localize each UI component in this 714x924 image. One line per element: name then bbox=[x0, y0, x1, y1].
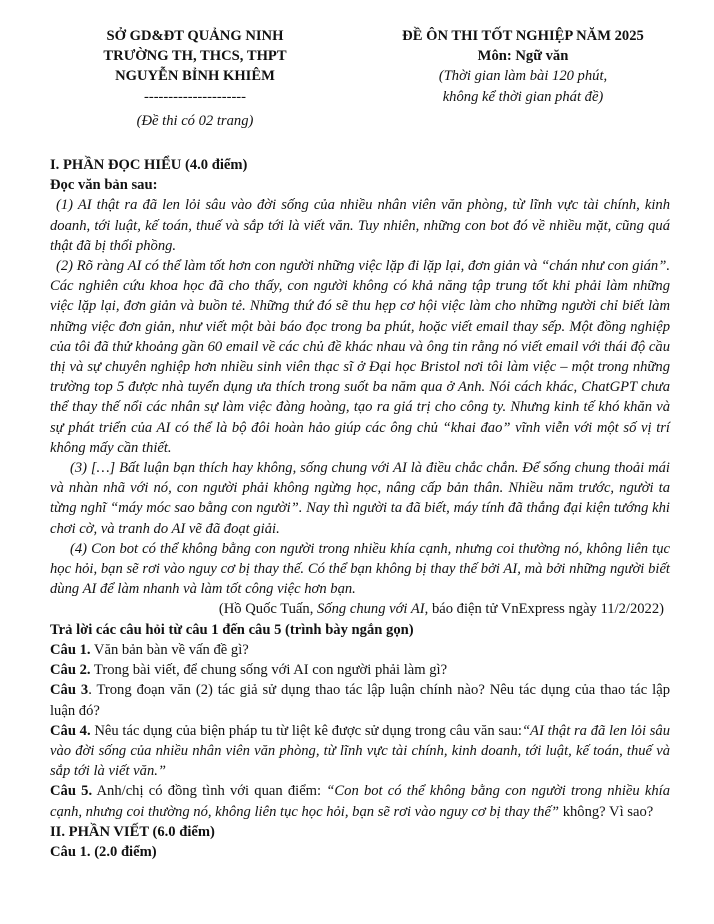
question-text: Nêu tác dụng của biện pháp tu từ liệt kê được sử dụng trong câu văn sau: bbox=[90, 722, 522, 739]
question-text: Trong bài viết, để chung sống với AI con người phải làm gì? bbox=[90, 662, 448, 679]
question-label: Câu 2. bbox=[50, 662, 91, 679]
question-quote: “AI thật ra đã len lỏi sâu vào đời sống của nhiều nhân viên văn phòng, từ lĩnh vực tài chính, kinh doanh, tới luật, kế toán, thuế và sắp tới là viết văn.” bbox=[50, 722, 671, 780]
school-type: TRƯỜNG TH, THCS, THPT bbox=[103, 48, 287, 65]
question-label: Câu 1. bbox=[50, 641, 91, 658]
writing-section bbox=[50, 822, 670, 862]
passage-paragraph-2: (2) Rõ ràng AI có thể làm tốt hơn con người những việc lặp đi lặp lại, đơn giản và “chán như con gián”. Các nghiên cứu khoa học đã cho thấy, con người không có khả năng tập trung tốt khi phải làm những việc lặp lại, đơn giản và buồn tẻ. Những thứ đó sẽ thu hẹp cơ hội việc làm cho những người chỉ biết làm những việc đơn giản, như viết một bài báo đọc trong ba phút, hoặc viết email thay sếp. Một đồng nghiệp của tôi đã thử khoảng gần 60 email về các chủ đề khác nhau và ông tin rằng nó viết email với thái độ cầu thị và sự chuyên nghiệp hơn nhiều sinh viên thạc sĩ ở Đại học Bristol nơi tôi làm việc – một trong những trường top 5 được nhà tuyển dụng ưa thích trong suốt ba năm qua ở Anh. Nói cách khác, ChatGPT chưa thể thay thế nổi các nhân sự làm việc đàng hoàng, tạo ra giá trị cho công ty. Nhưng kinh tế khó khăn và sự phát triển của AI có thể là bộ đôi hoàn hảo giúp các ông chủ “khai đao” vĩnh viễn với một số vị trí không mấy cần thiết. bbox=[50, 258, 670, 456]
department-name: SỞ GD&ĐT QUẢNG NINH bbox=[106, 28, 284, 44]
writing-heading: II. PHẦN VIẾT (6.0 điểm) bbox=[50, 823, 215, 840]
exam-header bbox=[50, 26, 670, 131]
read-label: Đọc văn bản sau: bbox=[50, 177, 158, 194]
question-text: Anh/chị có đồng tình với quan điểm: bbox=[92, 783, 327, 800]
exam-title: ĐỀ ÔN THI TỐT NGHIỆP NĂM 2025 bbox=[402, 28, 644, 44]
reading-section bbox=[50, 155, 670, 822]
passage-paragraph-1: (1) AI thật ra đã len lỏi sâu vào đời sống của nhiều nhân viên văn phòng, từ lĩnh vực tài chính, kinh doanh, tới luật, kế toán, thuế và sắp tới là viết văn. Tuy nhiên, những con bot đó về nhiều mặt, cũng quá thật đã bị thổi phồng. bbox=[50, 197, 670, 254]
header-divider: --------------------- bbox=[143, 88, 247, 105]
subject: Môn: Ngữ văn bbox=[477, 48, 569, 65]
question-1 bbox=[50, 640, 670, 660]
question-5 bbox=[50, 781, 670, 821]
page-count-note: (Đề thi có 02 trang) bbox=[136, 112, 254, 129]
question-tail: không? Vì sao? bbox=[559, 803, 654, 820]
time-limit-line1: (Thời gian làm bài 120 phút, bbox=[438, 68, 608, 85]
school-info bbox=[60, 26, 330, 131]
question-text: Văn bản bàn về vấn đề gì? bbox=[90, 641, 249, 658]
source-work: Sống chung với AI bbox=[317, 601, 425, 618]
school-name: NGUYỄN BỈNH KHIÊM bbox=[115, 68, 275, 85]
question-quote: “Con bot có thể không bằng con người trong nhiều khía cạnh, nhưng coi thường nó, không liên tục học hỏi, bạn sẽ rơi vào nguy cơ bị thay thế” bbox=[50, 783, 670, 820]
reading-heading: I. PHẦN ĐỌC HIỂU (4.0 điểm) bbox=[50, 157, 248, 174]
passage-paragraph-3: (3) […] Bất luận bạn thích hay không, sống chung với AI là điều chắc chắn. Để sống chung thoải mái và nhàn nhã với nó, con người phải không ngừng học, nâng cấp bản thân. Nhiều năm trước, người ta từng nghĩ “máy móc sao bằng con người”. Nay thì người ta đã biết, máy tính đã thắng đại kiện tướng khi chơi cờ, và tranh do AI vẽ đã đoạt giải. bbox=[50, 460, 670, 537]
question-2 bbox=[50, 660, 670, 680]
question-4 bbox=[50, 721, 670, 782]
writing-question-1: Câu 1. (2.0 điểm) bbox=[50, 843, 157, 860]
question-label: Câu 4. bbox=[50, 722, 91, 739]
passage-paragraph-4: (4) Con bot có thể không bằng con người trong nhiều khía cạnh, nhưng coi thường nó, không liên tục học hỏi, bạn sẽ rơi vào nguy cơ bị thay thế. Có thể bạn không bị thay thế bởi AI, mà bởi những người biết dùng AI để làm nhanh và làm tốt công việc hơn bạn. bbox=[50, 540, 670, 598]
exam-info bbox=[368, 26, 678, 131]
time-limit-line2: không kể thời gian phát đề) bbox=[442, 88, 604, 105]
passage-source bbox=[50, 599, 670, 619]
source-rest: , báo điện tử VnExpress ngày 11/2/2022) bbox=[424, 601, 664, 618]
question-label: Câu 5. bbox=[50, 783, 93, 800]
source-author: (Hồ Quốc Tuấn, bbox=[218, 601, 317, 618]
question-text: . Trong đoạn văn (2) tác giả sử dụng thao tác lập luận chính nào? Nêu tác dụng của thao tác lập luận đó? bbox=[50, 682, 671, 719]
question-label: Câu 3 bbox=[50, 682, 89, 699]
exam-page bbox=[50, 26, 670, 862]
question-3 bbox=[50, 680, 670, 720]
questions-instruction: Trả lời các câu hỏi từ câu 1 đến câu 5 (trình bày ngắn gọn) bbox=[50, 621, 414, 638]
